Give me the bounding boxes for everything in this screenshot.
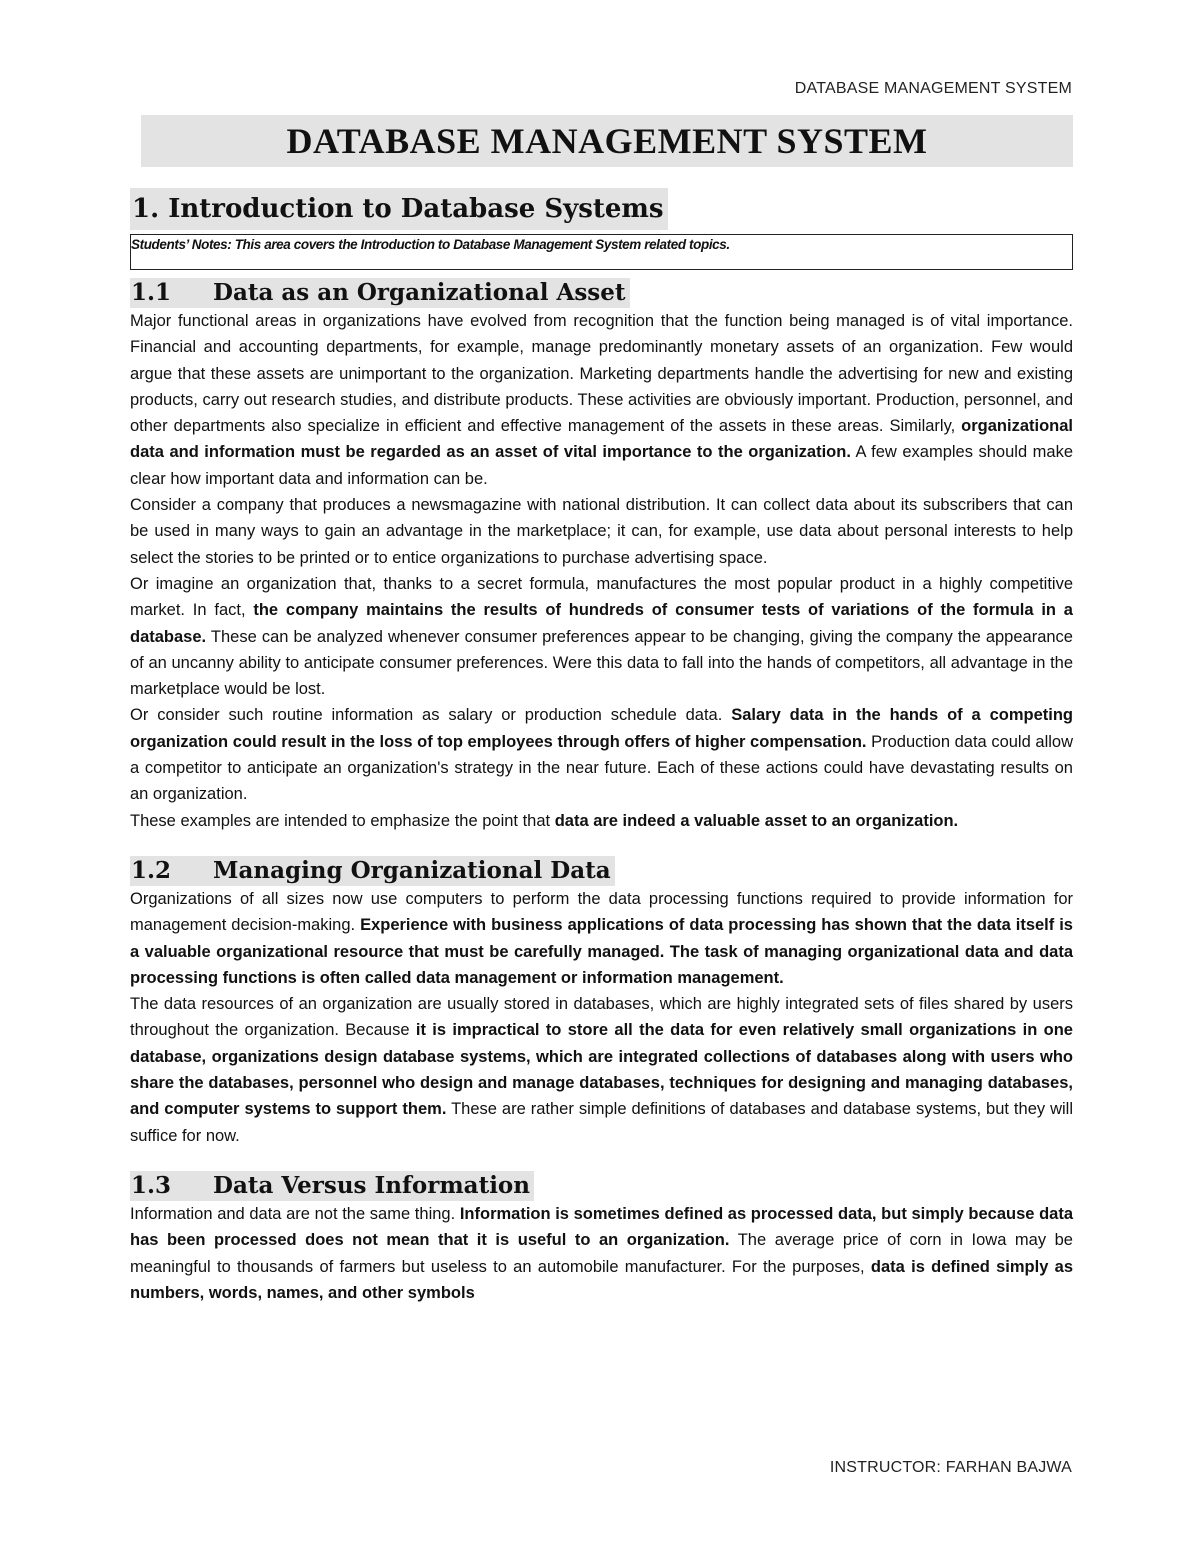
body-paragraph — [130, 492, 1073, 571]
text-run: The average price of corn in Iowa may be meaningful to thousands of farmers but useless to an automobile manufacturer. For the purposes, — [130, 1231, 1073, 1276]
body-paragraph — [130, 308, 1073, 492]
text-run: The data resources of an organization are usually stored in databases, which are highly integrated sets of files shared by users throughout the organization. Because — [130, 995, 1073, 1040]
text-run: Production data could allow a competitor to anticipate an organization's strategy in the near future. Each of these actions could have devastating results on an organization. — [130, 732, 1073, 804]
text-run: Or consider such routine information as salary or production schedule data. — [130, 706, 732, 725]
section-number: 1.3 — [131, 1171, 172, 1199]
body-paragraph — [130, 571, 1073, 702]
document-body — [130, 188, 1073, 1306]
section-heading — [130, 856, 615, 886]
text-run: Or imagine an organization that, thanks to a secret formula, manufactures the most popular product in a highly competitive market. In fact, — [130, 574, 1073, 620]
body-paragraph — [130, 808, 1073, 834]
body-paragraph — [130, 991, 1073, 1149]
section-1-1 — [130, 278, 1073, 834]
section-title: Data as an Organizational Asset — [213, 279, 626, 306]
bold-text: data are indeed a valuable asset to an organization. — [554, 811, 959, 830]
bold-text: it is impractical to store all the data for even relatively small organizations in one database, organizations design database systems, which are integrated collections of databases along with users who share the databases, personnel who design and manage databases, techniques for designing and managing databases, and computer systems to support them. — [130, 1021, 1073, 1119]
body-paragraph — [130, 1201, 1073, 1306]
bold-text: the company maintains the results of hundreds of consumer tests of variations of the formula in a database. — [130, 601, 1073, 646]
title-band — [141, 115, 1073, 167]
text-run: Major functional areas in organizations have evolved from recognition that the function being managed is of vital importance. Financial and accounting departments, for example, manage predominantly monetary assets of an organization. Few would argue that these assets are unimportant to the organization. Marketing departments handle the advertising for new and existing products, carry out research studies, and distribute products. These activities are obviously important. Production, personnel, and other departments also specialize in efficient and effective management of the assets in these areas. Similarly, — [130, 312, 1073, 436]
chapter-heading: 1. Introduction to Database Systems — [130, 188, 668, 230]
text-run: A few examples should make clear how important data and information can be. — [130, 443, 1073, 488]
students-notes-box: Students’ Notes: This area covers the Introduction to Database Management System related topics. — [130, 234, 1073, 270]
bold-text: data is defined simply as numbers, words, names, and other symbols — [130, 1257, 1074, 1302]
section-1-3 — [130, 1171, 1073, 1306]
text-run: These examples are intended to emphasize the point that — [130, 811, 555, 830]
section-heading — [130, 1171, 534, 1201]
text-run: Organizations of all sizes now use computers to perform the data processing functions required to provide information for management decision-making. — [130, 889, 1073, 935]
body-paragraph — [130, 702, 1073, 807]
document-title: DATABASE MANAGEMENT SYSTEM — [286, 121, 928, 161]
text-run: These can be analyzed whenever consumer preferences appear to be changing, giving the company the appearance of an uncanny ability to anticipate consumer preferences. Were this data to fall into the hands of competitors, all advantage in the marketplace would be lost. — [130, 627, 1073, 699]
section-number: 1.1 — [131, 279, 172, 306]
running-header: DATABASE MANAGEMENT SYSTEM — [794, 80, 1072, 97]
bold-text: Salary data in the hands of a competing organization could result in the loss of top employees through offers of higher compensation. — [130, 706, 1073, 751]
text-run: Information and data are not the same thing. — [130, 1204, 460, 1223]
bold-text: Information is sometimes defined as processed data, but simply because data has been processed does not mean that it is useful to an organization. — [130, 1204, 1074, 1250]
section-title: Data Versus Information — [213, 1171, 530, 1199]
text-run: Consider a company that produces a newsmagazine with national distribution. It can collect data about its subscribers that can be used in many ways to gain an advantage in the marketplace; it can, for example, use data about personal interests to help select the stories to be printed or to entice organizations to purchase advertising space. — [130, 496, 1073, 567]
bold-text: Experience with business applications of data processing has shown that the data itself is a valuable organizational resource that must be carefully managed. The task of managing organizational data and data processing functions is often called data management or information management. — [130, 916, 1073, 987]
section-body — [130, 1201, 1073, 1306]
section-heading — [130, 278, 630, 308]
body-paragraph — [130, 886, 1073, 991]
section-body — [130, 886, 1073, 1149]
section-number: 1.2 — [131, 856, 172, 884]
section-body — [130, 308, 1073, 834]
bold-text: organizational data and information must be regarded as an asset of vital importance to the organization. — [130, 417, 1073, 462]
section-title: Managing Organizational Data — [213, 856, 611, 884]
text-run: These are rather simple definitions of databases and database systems, but they will suffice for now. — [130, 1100, 1074, 1145]
section-1-2 — [130, 856, 1073, 1149]
running-footer: INSTRUCTOR: FARHAN BAJWA — [829, 1459, 1072, 1476]
